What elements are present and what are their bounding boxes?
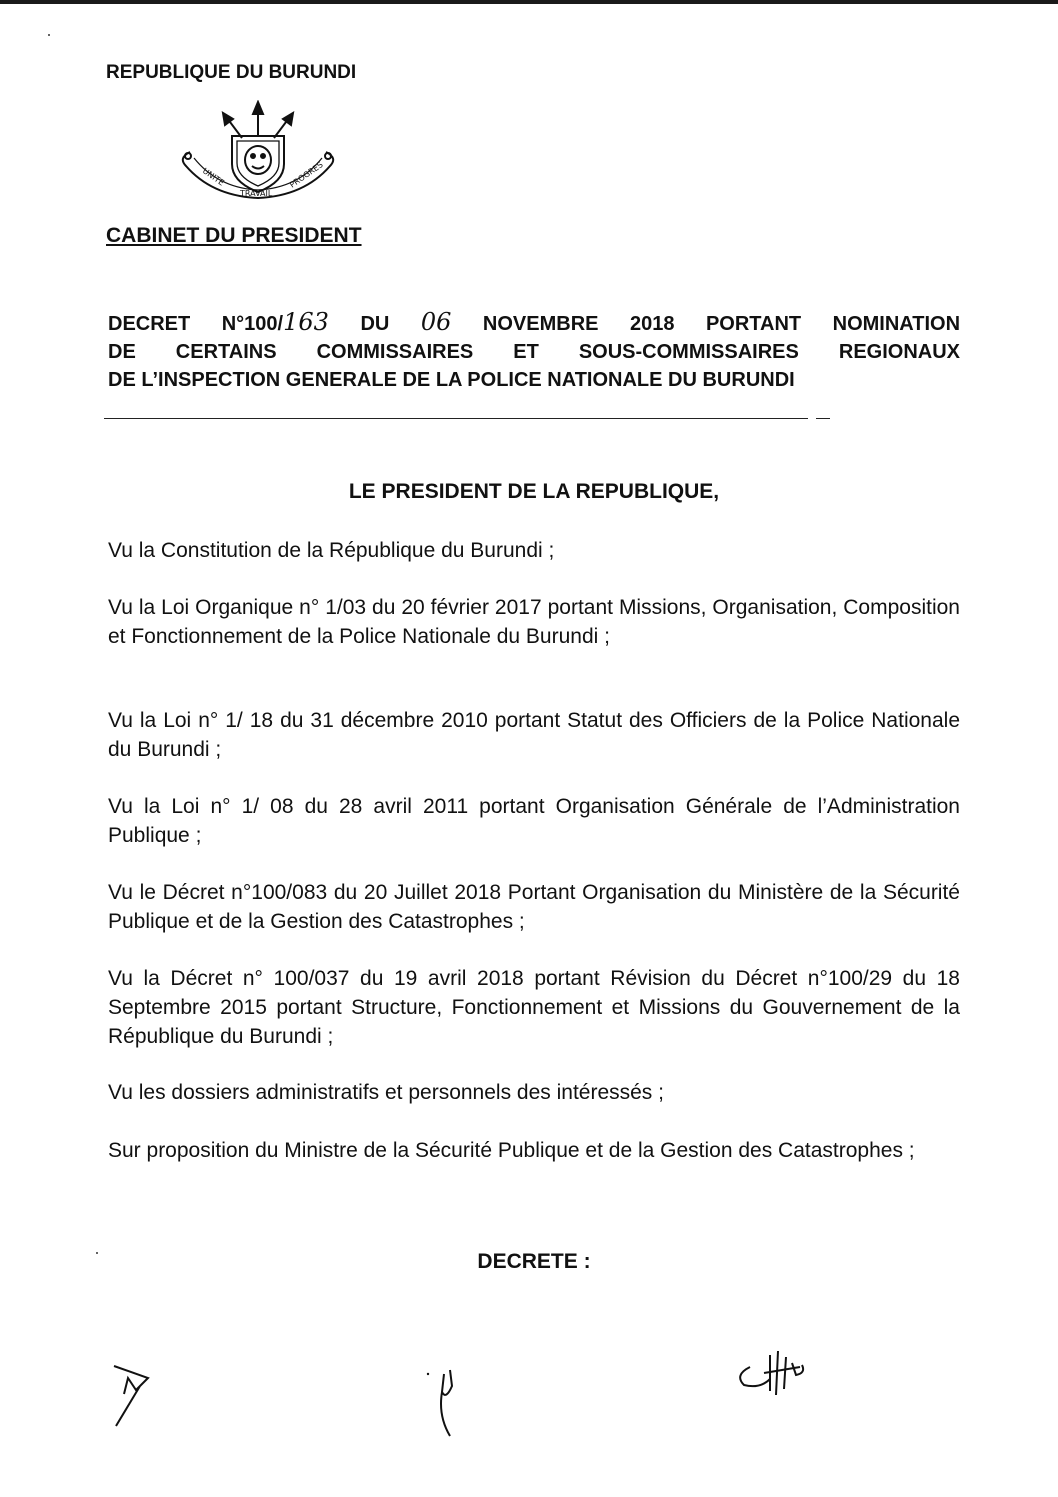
paragraph: Vu la Constitution de la République du Burundi ; [108,539,555,562]
paragraph: Sur proposition du Ministre de la Sécurité Publique et de la Gestion des Catastrophes ; [108,1139,915,1162]
paragraph: Vu la Loi n° 1/ 08 du 28 avril 2011 portant Organisation Générale de l’Administration Publique ; [108,795,960,847]
paragraph: Vu les dossiers administratifs et personnels des intéressés ; [108,1081,664,1104]
initials-signature-right [730,1345,810,1401]
initials-signature-center [420,1368,464,1440]
initials-signature-left [110,1360,156,1428]
coat-of-arms-seal [172,100,344,204]
decrete-heading: DECRETE : [477,1250,591,1273]
title-rest: NOVEMBRE 2018 PORTANT NOMINATION [482,313,961,335]
decree-title [108,308,960,394]
svg-text:UNITE: UNITE [200,166,226,188]
cabinet-heading: CABINET DU PRESIDENT [106,224,362,247]
paragraph: Vu le Décret n°100/083 du 20 Juillet 2018 Portant Organisation du Ministère de la Sécurité Publique et de la Gestion des Catastrophes ; [108,881,960,933]
scan-speck [96,1252,98,1254]
scan-top-edge [0,0,1058,4]
title-prefix: DECRET N°100/ [108,313,284,335]
title-divider [104,418,808,419]
title-line-2: DE CERTAINS COMMISSAIRES ET SOUS-COMMISSAIRES REGIONAUX [108,341,960,363]
svg-text:TRAVAIL: TRAVAIL [240,189,273,198]
svg-text:PROGRES: PROGRES [287,160,325,190]
title-line-3: DE L’INSPECTION GENERALE DE LA POLICE NATIONALE DU BURUNDI [108,369,795,391]
handwritten-decree-number: 163 [283,308,329,336]
president-heading: LE PRESIDENT DE LA REPUBLIQUE, [348,480,720,503]
title-line-1 [108,308,960,338]
paragraph: Vu la Décret n° 100/037 du 19 avril 2018 portant Révision du Décret n°100/29 du 18 Septembre 2015 portant Structure, Fonctionnement et Missions du Gouvernement de la République du Burundi ; [108,967,960,1048]
paragraph: Vu la Loi n° 1/ 18 du 31 décembre 2010 portant Statut des Officiers de la Police Nationale du Burundi ; [108,709,960,761]
scan-speck [48,34,50,36]
title-divider-fragment [816,418,830,419]
republic-heading: REPUBLIQUE DU BURUNDI [106,62,357,83]
title-du: DU [360,313,390,335]
paragraph: Vu la Loi Organique n° 1/03 du 20 février 2017 portant Missions, Organisation, Composition et Fonctionnement de la Police Nationale du Burundi ; [108,596,960,648]
handwritten-day: 06 [420,308,452,336]
